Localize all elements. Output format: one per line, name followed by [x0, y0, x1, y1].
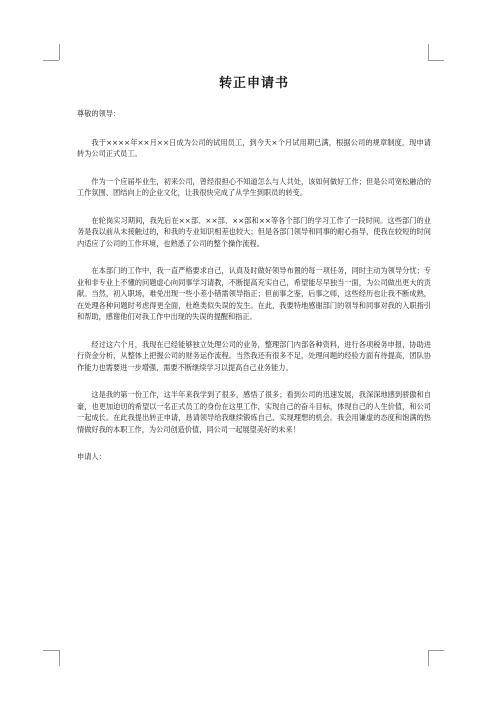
signature-label: 申请人： [77, 452, 106, 461]
paragraph-2: 作为一个应届毕业生，初来公司，曾经很担心不知道怎么与人共处，该如何做好工作；但是公司宽松融洽的工作氛围、团结向上的企业文化，让我很快完成了从学生到职员的转变。 [77, 176, 431, 197]
crop-mark-bottom-right-vertical [428, 650, 429, 666]
paragraph-6: 这是我的第一份工作，这半年来我学到了很多，感悟了很多；看到公司的迅速发展，我深深地感到骄傲和自豪，也更加迫切的希望以一名正式员工的身份在这里工作，实现自己的奋斗目标，体现自己的人生价值，和公司一起成长。在此我提出转正申请，恳请领导给我继续锻炼自己、实现理想的机会。我会用谦虚的态度和饱满的热情做好我的本职工作，为公司创造价值，同公司一起展望美好的未来！ [77, 390, 431, 434]
greeting: 尊敬的领导： [77, 109, 121, 118]
crop-mark-top-right-vertical [428, 44, 429, 60]
document-body [77, 72, 431, 463]
crop-mark-bottom-left-horizontal [43, 650, 59, 651]
document-title: 转正申请书 [218, 76, 289, 91]
paragraph-4: 在本部门的工作中，我一直严格要求自己，认真及时做好领导布置的每一项任务，同时主动为领导分忧；专业和非专业上不懂的问题虚心向同事学习请教，不断提高充实自己，希望能尽早独当一面，为公司做出更大的贡献。当然，初入职场，难免出现一些小差小错需领导指正；但前事之鉴，后事之师，这些经历也让我不断成熟，在处理各种问题时考虑得更全面，杜绝类似失误的发生。在此，我要特地感谢部门的领导和同事对我的入职指引和帮助，感谢他们对我工作中出现的失误的提醒和指正。 [77, 266, 431, 321]
crop-mark-top-left-horizontal [43, 60, 59, 61]
crop-mark-bottom-right-horizontal [428, 650, 444, 651]
paragraph-3: 在轮岗实习期间，我先后在××部、××部、××部和××等各个部门的学习工作了一段时间。这些部门的业务是我以前从未接触过的，和我的专业知识相差也较大；但是各部门领导和同事的耐心指导，使我在较短的时间内适应了公司的工作环境，也熟悉了公司的整个操作流程。 [77, 215, 431, 248]
paragraph-5: 经过这六个月，我现在已经能够独立处理公司的业务，整理部门内部各种资料，进行各项税务申报，协助进行资金分析，从整体上把握公司的财务运作流程。当然我还有很多不足，处理问题的经验方面有待提高，团队协作能力也需要进一步增强，需要不断继续学习以提高自己业务能力。 [77, 339, 431, 372]
paragraph-1: 我于××××年××月××日成为公司的试用员工，到今天×个月试用期已满，根据公司的规章制度，现申请转为公司正式员工。 [77, 137, 431, 158]
crop-mark-bottom-left-vertical [59, 650, 60, 666]
crop-mark-top-right-horizontal [428, 60, 444, 61]
crop-mark-top-left-vertical [59, 44, 60, 60]
